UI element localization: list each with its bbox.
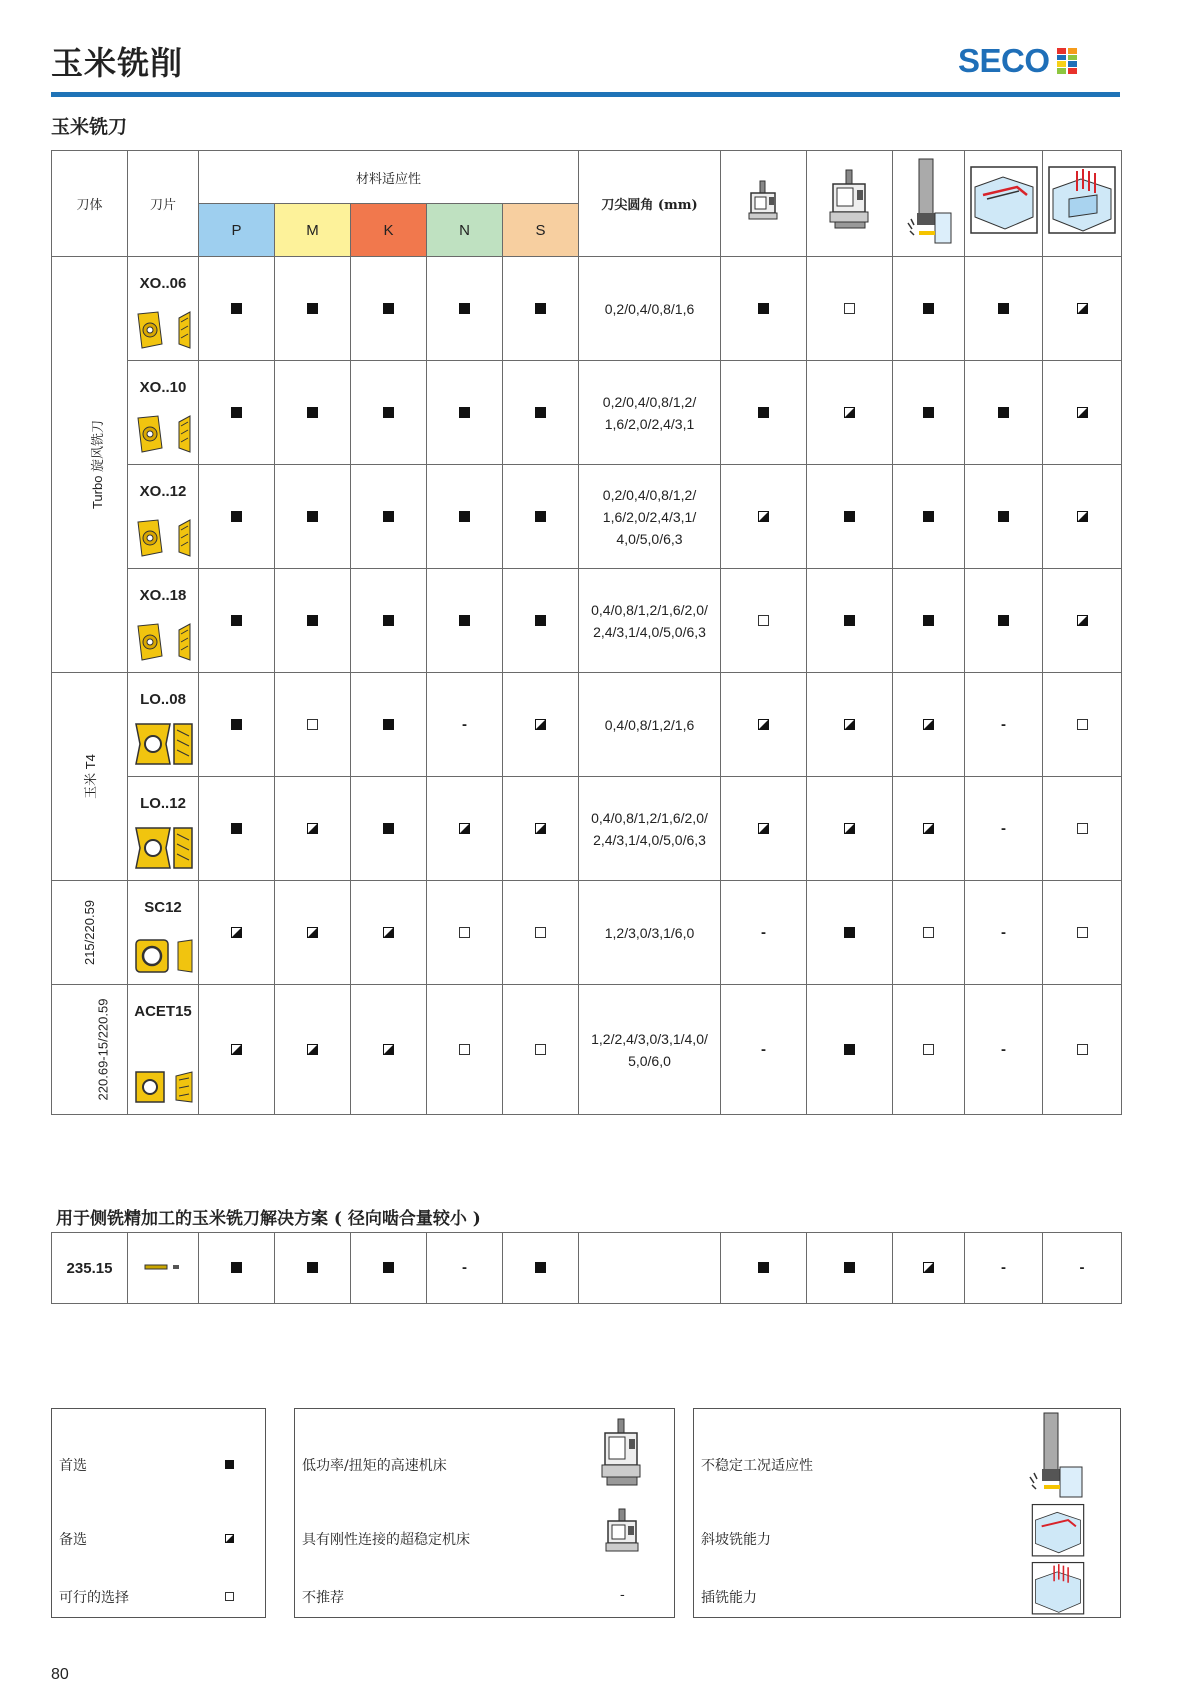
application-rating-cell bbox=[1043, 881, 1122, 985]
material-rating-cell bbox=[503, 985, 579, 1115]
material-rating-cell bbox=[427, 257, 503, 361]
material-rating-cell bbox=[351, 881, 427, 985]
application-rating-cell bbox=[721, 569, 807, 673]
insert-side-view-icon bbox=[143, 1262, 183, 1272]
header-ramping bbox=[965, 151, 1043, 257]
alternative-symbol bbox=[923, 823, 934, 834]
alternative-symbol bbox=[844, 823, 855, 834]
not-recommended-symbol: - bbox=[1001, 715, 1006, 733]
material-rating-cell bbox=[351, 1233, 427, 1304]
legend-unstable-label: 不稳定工况适应性 bbox=[701, 1458, 813, 1474]
header-rule bbox=[51, 92, 1120, 97]
material-rating-cell bbox=[351, 673, 427, 777]
corner-radius: 0,2/0,4/0,8/1,6 bbox=[579, 257, 721, 361]
plunging-icon bbox=[1030, 1561, 1086, 1617]
header-low-power bbox=[721, 151, 807, 257]
insert-cell bbox=[128, 465, 199, 569]
preferred-symbol bbox=[383, 407, 394, 418]
material-rating-cell bbox=[427, 985, 503, 1115]
material-rating-cell bbox=[275, 361, 351, 465]
alternative-symbol bbox=[1077, 615, 1088, 626]
application-rating-cell bbox=[893, 1233, 965, 1304]
header-radius: 刀尖圆角 (mm) bbox=[579, 151, 721, 257]
insert-name: XO..18 bbox=[139, 587, 187, 604]
tool-body-label: Turbo 旋风铣刀 bbox=[90, 419, 106, 510]
plunging-icon bbox=[1047, 165, 1117, 237]
preferred-symbol bbox=[231, 511, 242, 522]
material-rating-cell bbox=[199, 881, 275, 985]
preferred-symbol bbox=[307, 615, 318, 626]
application-rating-cell bbox=[721, 777, 807, 881]
preferred-symbol bbox=[231, 823, 242, 834]
table-row bbox=[52, 673, 1122, 777]
corner-radius: 1,2/2,4/3,0/3,1/4,0/ 5,0/6,0 bbox=[579, 985, 721, 1115]
preferred-symbol bbox=[231, 407, 242, 418]
material-rating-cell bbox=[427, 465, 503, 569]
application-rating-cell bbox=[893, 569, 965, 673]
corner-radius bbox=[579, 1233, 721, 1304]
material-rating-cell bbox=[199, 1233, 275, 1304]
insert-cell bbox=[128, 673, 199, 777]
corner-radius: 0,4/0,8/1,2/1,6 bbox=[579, 673, 721, 777]
insert-name: XO..06 bbox=[139, 275, 187, 292]
preferred-symbol bbox=[758, 1262, 769, 1273]
material-rating-cell bbox=[199, 985, 275, 1115]
preferred-symbol bbox=[844, 615, 855, 626]
material-n: N bbox=[427, 204, 503, 257]
application-rating-cell bbox=[1043, 673, 1122, 777]
application-rating-cell bbox=[893, 465, 965, 569]
not-recommended-symbol: - bbox=[1001, 1259, 1006, 1277]
preferred-symbol bbox=[307, 1262, 318, 1273]
application-rating-cell bbox=[893, 361, 965, 465]
insert-top-view-icon bbox=[134, 310, 164, 350]
preferred-symbol bbox=[844, 1262, 855, 1273]
material-rating-cell bbox=[427, 777, 503, 881]
not-recommended-symbol: - bbox=[761, 923, 766, 941]
table-row bbox=[52, 777, 1122, 881]
material-rating-cell bbox=[503, 1233, 579, 1304]
insert-images bbox=[134, 722, 194, 766]
preferred-symbol bbox=[844, 1044, 855, 1055]
possible-symbol bbox=[923, 1044, 934, 1055]
application-rating-cell bbox=[807, 881, 893, 985]
legend-symbols bbox=[51, 1408, 266, 1618]
legend-possible-label: 可行的选择 bbox=[59, 1590, 129, 1606]
possible-symbol bbox=[459, 927, 470, 938]
material-rating-cell bbox=[351, 465, 427, 569]
preferred-symbol bbox=[383, 1262, 394, 1273]
preferred-symbol bbox=[459, 511, 470, 522]
legend-dash-symbol: - bbox=[620, 1587, 625, 1603]
application-rating-cell bbox=[965, 881, 1043, 985]
tool-body-cell bbox=[52, 673, 128, 881]
preferred-symbol bbox=[383, 303, 394, 314]
possible-symbol bbox=[844, 303, 855, 314]
preferred-symbol bbox=[307, 407, 318, 418]
rigid-machine-icon bbox=[827, 168, 873, 234]
alternative-symbol bbox=[535, 719, 546, 730]
possible-symbol bbox=[1077, 719, 1088, 730]
insert-cell bbox=[128, 361, 199, 465]
material-s: S bbox=[503, 204, 579, 257]
tool-body-cell bbox=[52, 881, 128, 985]
alternative-symbol bbox=[231, 927, 242, 938]
application-rating-cell bbox=[965, 569, 1043, 673]
legend-plunging-label: 插铣能力 bbox=[701, 1590, 757, 1606]
alternative-symbol bbox=[307, 823, 318, 834]
application-rating-cell bbox=[721, 257, 807, 361]
material-rating-cell bbox=[427, 1233, 503, 1304]
material-k: K bbox=[351, 204, 427, 257]
insert-side-view-icon bbox=[176, 414, 194, 454]
application-rating-cell bbox=[1043, 985, 1122, 1115]
application-rating-cell bbox=[965, 673, 1043, 777]
insert-table bbox=[51, 150, 1122, 1115]
material-rating-cell bbox=[503, 465, 579, 569]
application-rating-cell bbox=[807, 569, 893, 673]
material-rating-cell bbox=[351, 569, 427, 673]
material-rating-cell bbox=[503, 881, 579, 985]
preferred-symbol bbox=[998, 615, 1009, 626]
corner-radius: 0,4/0,8/1,2/1,6/2,0/ 2,4/3,1/4,0/5,0/6,3 bbox=[579, 569, 721, 673]
preferred-symbol bbox=[231, 1262, 242, 1273]
application-rating-cell bbox=[807, 777, 893, 881]
alternative-symbol bbox=[383, 927, 394, 938]
insert-images bbox=[134, 518, 194, 558]
preferred-symbol bbox=[998, 303, 1009, 314]
page-number: 80 bbox=[51, 1666, 69, 1683]
preferred-symbol bbox=[459, 303, 470, 314]
possible-symbol bbox=[535, 1044, 546, 1055]
preferred-symbol bbox=[923, 407, 934, 418]
application-rating-cell bbox=[1043, 777, 1122, 881]
table-row bbox=[52, 361, 1122, 465]
alternative-symbol bbox=[844, 407, 855, 418]
preferred-symbol bbox=[923, 511, 934, 522]
alternative-symbol bbox=[1077, 407, 1088, 418]
application-rating-cell bbox=[965, 985, 1043, 1115]
insert-name: ACET15 bbox=[134, 1003, 192, 1020]
possible-symbol bbox=[307, 719, 318, 730]
material-rating-cell bbox=[427, 881, 503, 985]
preferred-symbol bbox=[758, 303, 769, 314]
insert-top-view-icon bbox=[134, 1070, 166, 1104]
material-rating-cell bbox=[275, 673, 351, 777]
insert-name: LO..08 bbox=[140, 691, 186, 708]
possible-symbol bbox=[758, 615, 769, 626]
legend-alternative-label: 备选 bbox=[59, 1532, 87, 1548]
insert-cell bbox=[128, 569, 199, 673]
preferred-symbol bbox=[535, 615, 546, 626]
tool-body-label: 215/220.59 bbox=[81, 899, 97, 966]
preferred-symbol bbox=[383, 719, 394, 730]
application-rating-cell bbox=[807, 673, 893, 777]
application-rating-cell bbox=[807, 1233, 893, 1304]
possible-symbol bbox=[1077, 823, 1088, 834]
insert-images bbox=[134, 622, 194, 662]
material-rating-cell bbox=[199, 777, 275, 881]
preferred-symbol bbox=[998, 511, 1009, 522]
tool-body-label: 220.69-15/220.59 bbox=[95, 998, 111, 1101]
application-rating-cell bbox=[1043, 569, 1122, 673]
low-power-machine-icon bbox=[599, 1417, 645, 1493]
preferred-symbol bbox=[307, 303, 318, 314]
application-rating-cell bbox=[965, 361, 1043, 465]
preferred-symbol bbox=[844, 927, 855, 938]
not-recommended-symbol: - bbox=[1079, 1259, 1085, 1277]
application-rating-cell bbox=[721, 673, 807, 777]
header-rigid bbox=[807, 151, 893, 257]
legend-machines bbox=[294, 1408, 675, 1618]
application-rating-cell bbox=[721, 1233, 807, 1304]
not-recommended-symbol: - bbox=[462, 715, 467, 733]
header-unstable bbox=[893, 151, 965, 257]
insert-top-view-icon bbox=[134, 938, 170, 974]
material-rating-cell bbox=[351, 257, 427, 361]
application-rating-cell bbox=[893, 985, 965, 1115]
alternative-symbol bbox=[535, 823, 546, 834]
application-rating-cell bbox=[807, 361, 893, 465]
header-material: 材料适应性 bbox=[199, 151, 579, 204]
ramping-icon bbox=[1030, 1503, 1086, 1559]
not-recommended-symbol: - bbox=[1001, 1040, 1006, 1058]
legend-preferred-symbol bbox=[225, 1460, 234, 1469]
low-power-machine-icon bbox=[747, 179, 781, 223]
insert-cell bbox=[128, 257, 199, 361]
application-rating-cell bbox=[1043, 257, 1122, 361]
legend-low-power-label: 低功率/扭矩的高速机床 bbox=[302, 1458, 447, 1474]
application-rating-cell bbox=[807, 465, 893, 569]
material-rating-cell bbox=[275, 985, 351, 1115]
material-rating-cell bbox=[275, 777, 351, 881]
preferred-symbol bbox=[459, 407, 470, 418]
logo-text: SECO bbox=[958, 42, 1050, 79]
alternative-symbol bbox=[758, 719, 769, 730]
insert-top-view-icon bbox=[134, 518, 164, 558]
header-plunging bbox=[1043, 151, 1122, 257]
insert-cell bbox=[128, 777, 199, 881]
possible-symbol bbox=[1077, 927, 1088, 938]
corner-radius: 1,2/3,0/3,1/6,0 bbox=[579, 881, 721, 985]
insert-cell bbox=[128, 1233, 199, 1304]
not-recommended-symbol: - bbox=[462, 1259, 467, 1277]
application-rating-cell bbox=[893, 777, 965, 881]
corner-radius: 0,2/0,4/0,8/1,2/ 1,6/2,0/2,4/3,1 bbox=[579, 361, 721, 465]
alternative-symbol bbox=[383, 1044, 394, 1055]
material-rating-cell bbox=[503, 257, 579, 361]
possible-symbol bbox=[459, 1044, 470, 1055]
not-recommended-symbol: - bbox=[761, 1040, 766, 1058]
legend-preferred-label: 首选 bbox=[59, 1458, 87, 1474]
insert-name: SC12 bbox=[144, 899, 182, 916]
legend-not-recommended-label: 不推荐 bbox=[302, 1590, 344, 1606]
preferred-symbol bbox=[383, 615, 394, 626]
insert-images bbox=[134, 826, 194, 870]
insert-cell bbox=[128, 881, 199, 985]
table-row bbox=[52, 257, 1122, 361]
legend-conditions bbox=[693, 1408, 1121, 1618]
seco-logo bbox=[958, 44, 1077, 78]
application-rating-cell bbox=[893, 881, 965, 985]
preferred-symbol bbox=[535, 1262, 546, 1273]
application-rating-cell bbox=[721, 985, 807, 1115]
material-rating-cell bbox=[275, 1233, 351, 1304]
table-row bbox=[52, 465, 1122, 569]
legend-alternative-symbol bbox=[225, 1534, 234, 1543]
header-body: 刀体 bbox=[52, 151, 128, 257]
alternative-symbol bbox=[307, 1044, 318, 1055]
alternative-symbol bbox=[844, 719, 855, 730]
insert-images bbox=[134, 310, 194, 350]
side-milling-table bbox=[51, 1232, 1122, 1304]
alternative-symbol bbox=[758, 511, 769, 522]
legend-possible-symbol bbox=[225, 1592, 234, 1601]
table-row bbox=[52, 985, 1122, 1115]
preferred-symbol bbox=[231, 303, 242, 314]
insert-side-view-icon bbox=[176, 622, 194, 662]
insert-top-view-icon bbox=[134, 414, 164, 454]
tool-body-cell bbox=[52, 985, 128, 1115]
tool-body-cell bbox=[52, 257, 128, 673]
material-rating-cell bbox=[427, 673, 503, 777]
alternative-symbol bbox=[923, 719, 934, 730]
alternative-symbol bbox=[923, 1262, 934, 1273]
insert-cell bbox=[128, 985, 199, 1115]
insert-side-view-icon bbox=[176, 938, 194, 974]
material-rating-cell bbox=[427, 569, 503, 673]
application-rating-cell bbox=[807, 985, 893, 1115]
insert-side-view-icon bbox=[172, 722, 194, 766]
insert-name: LO..12 bbox=[140, 795, 186, 812]
preferred-symbol bbox=[459, 615, 470, 626]
alternative-symbol bbox=[307, 927, 318, 938]
application-rating-cell bbox=[1043, 465, 1122, 569]
material-rating-cell bbox=[199, 673, 275, 777]
alternative-symbol bbox=[231, 1044, 242, 1055]
application-rating-cell bbox=[893, 257, 965, 361]
preferred-symbol bbox=[844, 511, 855, 522]
preferred-symbol bbox=[383, 823, 394, 834]
application-rating-cell bbox=[965, 257, 1043, 361]
material-m: M bbox=[275, 204, 351, 257]
possible-symbol bbox=[535, 927, 546, 938]
material-rating-cell bbox=[351, 777, 427, 881]
corner-radius: 0,2/0,4/0,8/1,2/ 1,6/2,0/2,4/3,1/ 4,0/5,0/6,3 bbox=[579, 465, 721, 569]
preferred-symbol bbox=[758, 407, 769, 418]
application-rating-cell bbox=[965, 777, 1043, 881]
rigid-machine-icon bbox=[604, 1507, 640, 1559]
unstable-conditions-icon bbox=[1026, 1411, 1086, 1499]
alternative-symbol bbox=[758, 823, 769, 834]
material-rating-cell bbox=[427, 361, 503, 465]
material-rating-cell bbox=[351, 361, 427, 465]
material-p: P bbox=[199, 204, 275, 257]
material-rating-cell bbox=[275, 465, 351, 569]
insert-side-view-icon bbox=[174, 1070, 194, 1104]
material-rating-cell bbox=[275, 257, 351, 361]
application-rating-cell bbox=[965, 1233, 1043, 1304]
table-row bbox=[52, 569, 1122, 673]
unstable-conditions-icon bbox=[905, 157, 953, 245]
application-rating-cell bbox=[807, 257, 893, 361]
insert-name: XO..12 bbox=[139, 483, 187, 500]
material-rating-cell bbox=[275, 881, 351, 985]
possible-symbol bbox=[1077, 1044, 1088, 1055]
material-rating-cell bbox=[503, 361, 579, 465]
insert-side-view-icon bbox=[172, 826, 194, 870]
material-rating-cell bbox=[503, 569, 579, 673]
material-rating-cell bbox=[199, 361, 275, 465]
application-rating-cell bbox=[721, 361, 807, 465]
insert-top-view-icon bbox=[134, 722, 172, 766]
insert-top-view-icon bbox=[134, 622, 164, 662]
material-rating-cell bbox=[503, 777, 579, 881]
preferred-symbol bbox=[535, 303, 546, 314]
not-recommended-symbol: - bbox=[1001, 819, 1006, 837]
material-rating-cell bbox=[199, 465, 275, 569]
insert-top-view-icon bbox=[134, 826, 172, 870]
material-rating-cell bbox=[503, 673, 579, 777]
preferred-symbol bbox=[998, 407, 1009, 418]
alternative-symbol bbox=[1077, 303, 1088, 314]
preferred-symbol bbox=[383, 511, 394, 522]
tool-body-label: 235.15 bbox=[52, 1233, 128, 1304]
material-rating-cell bbox=[351, 985, 427, 1115]
material-rating-cell bbox=[199, 569, 275, 673]
insert-side-view-icon bbox=[176, 518, 194, 558]
logo-mark-icon bbox=[1057, 48, 1077, 74]
preferred-symbol bbox=[307, 511, 318, 522]
application-rating-cell bbox=[721, 881, 807, 985]
not-recommended-symbol: - bbox=[1001, 923, 1006, 941]
application-rating-cell bbox=[721, 465, 807, 569]
insert-name: XO..10 bbox=[139, 379, 187, 396]
insert-side-view-icon bbox=[176, 310, 194, 350]
tool-body-label: 玉米 T4 bbox=[82, 754, 98, 799]
alternative-symbol bbox=[459, 823, 470, 834]
side-milling-title: 用于侧铣精加工的玉米铣刀解决方案 ( 径向啮合量较小 ) bbox=[56, 1209, 481, 1229]
preferred-symbol bbox=[231, 719, 242, 730]
corner-radius: 0,4/0,8/1,2/1,6/2,0/ 2,4/3,1/4,0/5,0/6,3 bbox=[579, 777, 721, 881]
insert-images bbox=[134, 1070, 194, 1104]
material-rating-cell bbox=[199, 257, 275, 361]
preferred-symbol bbox=[923, 303, 934, 314]
section-title: 玉米铣刀 bbox=[51, 116, 128, 138]
preferred-symbol bbox=[535, 511, 546, 522]
ramping-icon bbox=[969, 165, 1039, 237]
possible-symbol bbox=[923, 927, 934, 938]
preferred-symbol bbox=[923, 615, 934, 626]
application-rating-cell bbox=[965, 465, 1043, 569]
legend-ramping-label: 斜坡铣能力 bbox=[701, 1532, 771, 1548]
legend-rigid-label: 具有刚性连接的超稳定机床 bbox=[302, 1532, 470, 1548]
application-rating-cell bbox=[1043, 361, 1122, 465]
application-rating-cell bbox=[1043, 1233, 1122, 1304]
insert-images bbox=[134, 938, 194, 974]
page-title: 玉米铣削 bbox=[51, 44, 184, 82]
alternative-symbol bbox=[1077, 511, 1088, 522]
material-rating-cell bbox=[275, 569, 351, 673]
preferred-symbol bbox=[535, 407, 546, 418]
table-row bbox=[52, 881, 1122, 985]
header-insert: 刀片 bbox=[128, 151, 199, 257]
preferred-symbol bbox=[231, 615, 242, 626]
application-rating-cell bbox=[893, 673, 965, 777]
insert-images bbox=[134, 414, 194, 454]
